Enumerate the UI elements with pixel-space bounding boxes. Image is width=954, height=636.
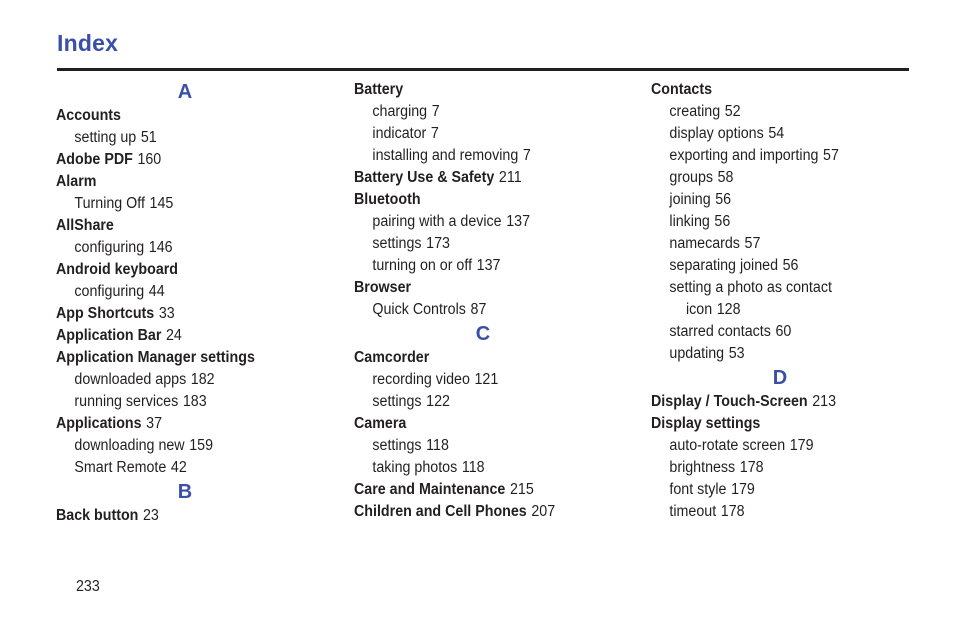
index-subentry-label: settings bbox=[372, 235, 422, 252]
index-term-label: Android keyboard bbox=[56, 261, 179, 278]
index-subentry-label: starred contacts bbox=[669, 323, 771, 340]
page-reference: 56 bbox=[715, 191, 732, 208]
index-term-label: Contacts bbox=[651, 81, 713, 98]
index-term-label: Camera bbox=[354, 415, 407, 432]
index-subentry-label: display options bbox=[669, 125, 764, 142]
page-number: 233 bbox=[76, 578, 100, 595]
index-subentry bbox=[354, 101, 602, 123]
index-subentry bbox=[56, 281, 304, 303]
index-term-label: Display / Touch-Screen bbox=[651, 393, 808, 410]
index-term-label: Browser bbox=[354, 279, 412, 296]
index-term bbox=[56, 259, 304, 281]
page-reference: 215 bbox=[509, 481, 534, 498]
index-subentry-label: recording video bbox=[372, 371, 470, 388]
index-subentry bbox=[651, 123, 899, 145]
index-subentry-label: updating bbox=[669, 345, 725, 362]
page-reference: 54 bbox=[768, 125, 785, 142]
index-term bbox=[354, 167, 602, 189]
page-reference: 42 bbox=[170, 459, 187, 476]
page-reference: 137 bbox=[506, 213, 531, 230]
page-reference: 179 bbox=[731, 481, 755, 498]
index-term bbox=[56, 325, 304, 347]
page-reference: 137 bbox=[476, 257, 501, 274]
index-subentry-label: configuring bbox=[74, 239, 145, 256]
page-reference: 33 bbox=[158, 305, 175, 322]
index-term-label: App Shortcuts bbox=[56, 305, 155, 322]
section-letter: A bbox=[177, 81, 193, 103]
index-term-label: Accounts bbox=[56, 107, 121, 124]
index-term-label: AllShare bbox=[56, 217, 114, 234]
index-subentry-label: indicator bbox=[372, 125, 427, 142]
page-reference: 87 bbox=[470, 301, 487, 318]
page-reference: 44 bbox=[148, 283, 165, 300]
page-reference: 7 bbox=[430, 125, 439, 142]
index-subentry-label: charging bbox=[372, 103, 428, 120]
index-term-label: Camcorder bbox=[354, 349, 430, 366]
page-reference: 146 bbox=[148, 239, 173, 256]
index-subentry-label: Turning Off bbox=[74, 195, 145, 212]
page-reference: 56 bbox=[782, 257, 799, 274]
index-subentry-label: groups bbox=[669, 169, 714, 186]
index-subentry bbox=[354, 123, 602, 145]
page-reference: 159 bbox=[189, 437, 214, 454]
index-subentry bbox=[56, 237, 304, 259]
index-term bbox=[354, 479, 602, 501]
index-term-label: Back button bbox=[56, 507, 139, 524]
index-subentry bbox=[354, 457, 602, 479]
index-term-label: Care and Maintenance bbox=[354, 481, 506, 498]
section-letter: C bbox=[475, 323, 491, 345]
index-term-label: Applications bbox=[56, 415, 142, 432]
index-subentry bbox=[354, 233, 602, 255]
index-subentry-label: creating bbox=[669, 103, 721, 120]
index-subentry-label: icon bbox=[685, 301, 713, 318]
page-reference: 178 bbox=[720, 503, 745, 520]
index-subentry-label: joining bbox=[669, 191, 711, 208]
index-subentry-label: running services bbox=[74, 393, 179, 410]
index-term bbox=[354, 189, 602, 211]
page-reference: 60 bbox=[775, 323, 792, 340]
page-reference: 121 bbox=[474, 371, 499, 388]
index-term bbox=[56, 215, 304, 237]
index-subentry-label: brightness bbox=[669, 459, 736, 476]
page-reference: 7 bbox=[522, 147, 531, 164]
page-reference: 122 bbox=[426, 393, 450, 410]
page-reference: 183 bbox=[182, 393, 207, 410]
index-subentry-label: Smart Remote bbox=[74, 459, 167, 476]
index-subentry bbox=[651, 501, 899, 523]
index-column-2 bbox=[354, 79, 624, 523]
index-subentry-label: downloading new bbox=[74, 437, 185, 454]
index-subentry-label: settings bbox=[372, 437, 422, 454]
index-subentry bbox=[651, 479, 899, 501]
page-reference: 7 bbox=[431, 103, 440, 120]
index-subentry bbox=[354, 255, 602, 277]
index-subentry bbox=[56, 457, 304, 479]
index-subentry bbox=[651, 255, 899, 277]
page-reference: 128 bbox=[716, 301, 741, 318]
index-subentry-label: linking bbox=[669, 213, 710, 230]
index-subentry-label: namecards bbox=[669, 235, 740, 252]
index-term bbox=[56, 347, 304, 369]
index-subentry bbox=[651, 167, 899, 189]
index-term-label: Battery Use & Safety bbox=[354, 169, 495, 186]
index-subentry-label: timeout bbox=[669, 503, 717, 520]
index-subentry-label: setting up bbox=[74, 129, 137, 146]
index-term-label: Display settings bbox=[651, 415, 761, 432]
index-subentry bbox=[651, 211, 899, 233]
index-term bbox=[354, 79, 602, 101]
index-term bbox=[651, 79, 899, 101]
index-subentry-label: downloaded apps bbox=[74, 371, 187, 388]
page-reference: 173 bbox=[426, 235, 450, 252]
index-subentry bbox=[651, 457, 899, 479]
page-reference: 37 bbox=[146, 415, 163, 432]
index-subentry-label: settings bbox=[372, 393, 422, 410]
index-subentry bbox=[651, 233, 899, 255]
index-subentry bbox=[651, 145, 899, 167]
page-reference: 160 bbox=[137, 151, 162, 168]
index-subentry bbox=[651, 101, 899, 123]
index-subentry-label: separating joined bbox=[669, 257, 779, 274]
page-reference: 207 bbox=[531, 503, 556, 520]
page-reference: 145 bbox=[149, 195, 174, 212]
index-subentry bbox=[354, 369, 602, 391]
index-subentry bbox=[56, 369, 304, 391]
page-reference: 118 bbox=[461, 459, 485, 476]
index-term-label: Application Bar bbox=[56, 327, 162, 344]
section-letter: D bbox=[772, 367, 788, 389]
index-term bbox=[354, 413, 602, 435]
index-subentry-label: pairing with a device bbox=[372, 213, 502, 230]
index-term bbox=[56, 105, 304, 127]
index-subentry bbox=[354, 145, 602, 167]
index-subentry bbox=[651, 343, 899, 365]
index-subentry bbox=[651, 321, 899, 343]
page-reference: 179 bbox=[789, 437, 814, 454]
index-term-label: Children and Cell Phones bbox=[354, 503, 527, 520]
page-reference: 57 bbox=[744, 235, 761, 252]
index-subentry-label: installing and removing bbox=[372, 147, 519, 164]
page-reference: 182 bbox=[190, 371, 215, 388]
index-subentry bbox=[56, 391, 304, 413]
index-term-label: Bluetooth bbox=[354, 191, 421, 208]
index-term-label: Battery bbox=[354, 81, 404, 98]
index-column-1 bbox=[56, 79, 326, 527]
page-reference: 53 bbox=[728, 345, 745, 362]
index-subentry-label: setting a photo as contact bbox=[669, 279, 832, 296]
page-reference: 23 bbox=[142, 507, 159, 524]
index-subentry-label: Quick Controls bbox=[372, 301, 466, 318]
index-term bbox=[354, 501, 602, 523]
page-reference: 211 bbox=[498, 169, 522, 186]
page-reference: 56 bbox=[714, 213, 731, 230]
index-subentry bbox=[354, 211, 602, 233]
index-subentry bbox=[56, 127, 304, 149]
index-term bbox=[354, 277, 602, 299]
index-term-label: Alarm bbox=[56, 173, 97, 190]
index-term bbox=[651, 413, 899, 435]
index-subentry-label: font style bbox=[669, 481, 727, 498]
index-subentry-label: configuring bbox=[74, 283, 145, 300]
index-subentry-label: exporting and importing bbox=[669, 147, 819, 164]
page-reference: 58 bbox=[717, 169, 734, 186]
index-subentry bbox=[651, 435, 899, 457]
index-subentry bbox=[56, 193, 304, 215]
index-term bbox=[354, 347, 602, 369]
index-column-3 bbox=[651, 79, 921, 523]
index-subentry bbox=[651, 189, 899, 211]
section-letter: B bbox=[177, 481, 193, 503]
index-term-label: Application Manager settings bbox=[56, 349, 255, 366]
page-reference: 118 bbox=[426, 437, 449, 454]
index-term bbox=[651, 391, 899, 413]
index-subentry-label: turning on or off bbox=[372, 257, 473, 274]
page-reference: 52 bbox=[724, 103, 741, 120]
index-subentry bbox=[354, 391, 602, 413]
page-reference: 57 bbox=[823, 147, 839, 164]
title-rule bbox=[57, 68, 909, 71]
index-subentry bbox=[651, 299, 899, 321]
index-term bbox=[56, 505, 304, 527]
index-subentry bbox=[651, 277, 899, 299]
index-subentry-label: taking photos bbox=[372, 459, 458, 476]
index-subentry bbox=[56, 435, 304, 457]
index-term bbox=[56, 171, 304, 193]
page-title: Index bbox=[57, 30, 119, 56]
index-subentry bbox=[354, 435, 602, 457]
index-term bbox=[56, 149, 304, 171]
index-term bbox=[56, 303, 304, 325]
page-reference: 178 bbox=[739, 459, 764, 476]
index-subentry-label: auto-rotate screen bbox=[669, 437, 786, 454]
index-term bbox=[56, 413, 304, 435]
index-subentry bbox=[354, 299, 602, 321]
page-reference: 24 bbox=[165, 327, 182, 344]
index-term-label: Adobe PDF bbox=[56, 151, 133, 168]
page-reference: 51 bbox=[140, 129, 157, 146]
page-reference: 213 bbox=[812, 393, 837, 410]
